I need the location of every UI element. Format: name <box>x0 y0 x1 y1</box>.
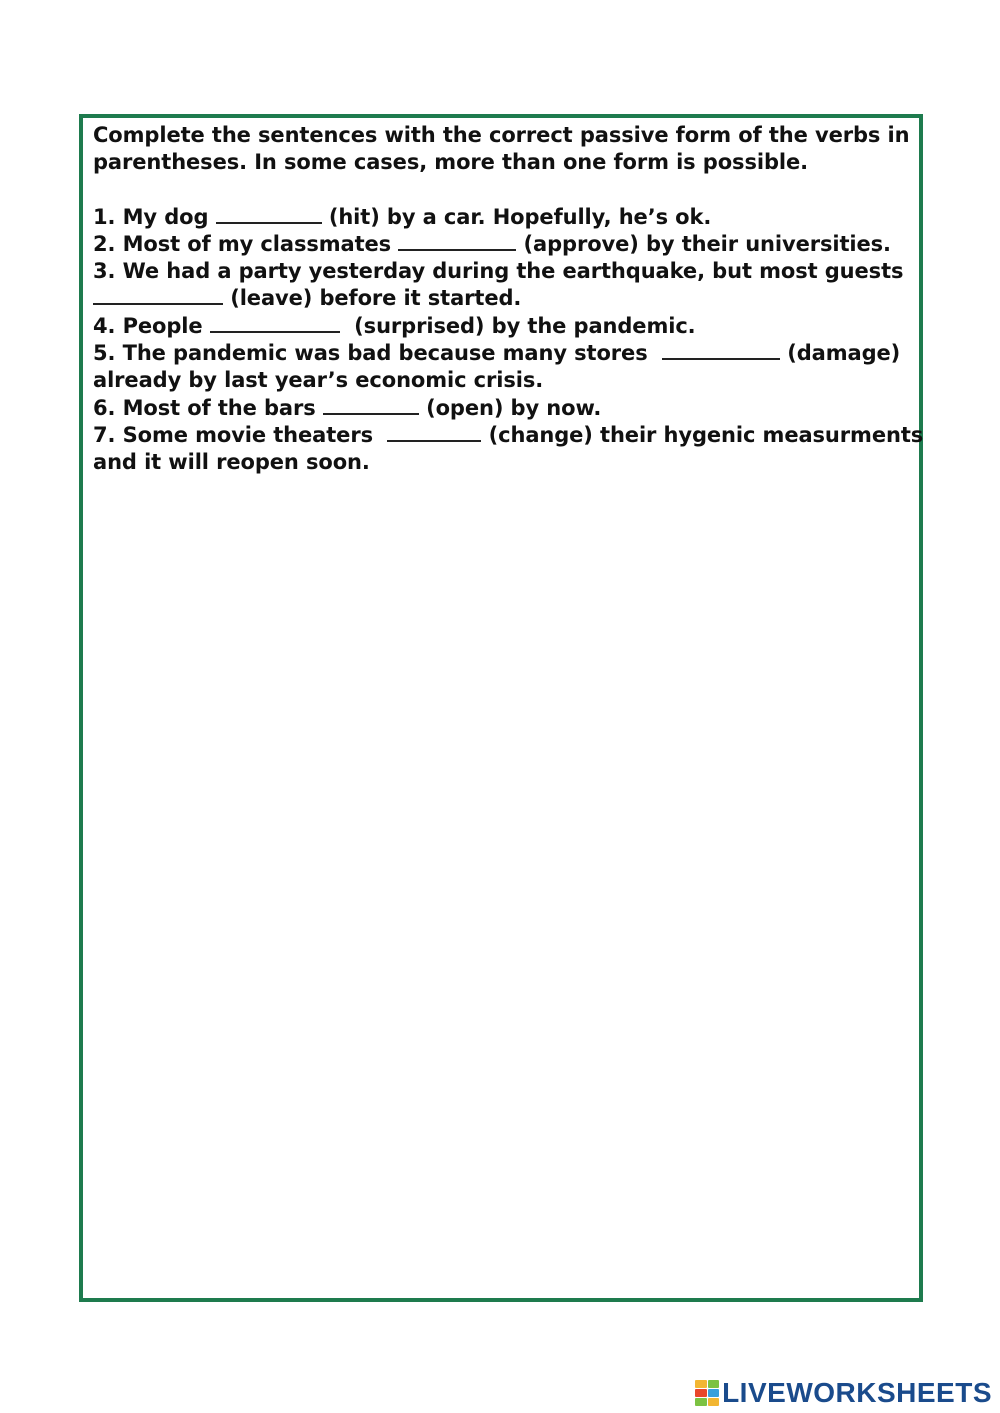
answer-blank[interactable] <box>387 422 481 442</box>
answer-blank[interactable] <box>662 340 780 360</box>
exercise-text: 3. We had a party yesterday during the earthquake, but most guests <box>93 259 904 284</box>
logo-text: LIVEWORKSHEETS <box>722 1377 992 1408</box>
exercise-line <box>93 422 924 449</box>
exercise-line <box>93 231 905 258</box>
answer-blank[interactable] <box>398 231 516 251</box>
exercise-text: 6. Most of the bars <box>93 395 323 420</box>
instructions <box>93 122 910 177</box>
liveworksheets-logo-icon <box>695 1380 719 1406</box>
exercise-text: 1. My dog <box>93 204 216 229</box>
exercise-line <box>93 204 905 231</box>
exercise-text: (approve) by their universities. <box>516 231 891 256</box>
instructions-line: Complete the sentences with the correct passive form of the verbs in <box>93 123 910 147</box>
worksheet-content <box>93 122 924 477</box>
exercise-list <box>93 204 924 477</box>
exercise-text: (hit) by a car. Hopefully, he’s ok. <box>321 204 712 229</box>
exercise-text: and it will reopen soon. <box>93 450 370 475</box>
exercise-text: (change) their hygenic measurments <box>481 422 924 447</box>
exercise-text: 2. Most of my classmates <box>93 231 399 256</box>
answer-blank[interactable] <box>216 204 322 224</box>
exercise-text: 4. People <box>93 313 210 338</box>
liveworksheets-logo <box>695 1379 992 1407</box>
exercise-line <box>93 285 905 312</box>
exercise-text: already by last year’s economic crisis. <box>93 368 544 393</box>
exercise-text: 5. The pandemic was bad because many stores <box>93 341 663 366</box>
exercise-text: (open) by now. <box>418 395 602 420</box>
exercise-line <box>93 258 905 285</box>
exercise-line <box>93 395 905 422</box>
answer-blank[interactable] <box>323 395 419 415</box>
exercise-text: 7. Some movie theaters <box>93 422 388 447</box>
exercise-line <box>93 340 905 367</box>
exercise-line <box>93 449 905 476</box>
answer-blank[interactable] <box>210 313 340 333</box>
exercise-text: (damage) <box>780 341 901 366</box>
exercise-line <box>93 367 905 394</box>
exercise-line <box>93 313 905 340</box>
answer-blank[interactable] <box>93 285 223 305</box>
worksheet-frame <box>79 114 923 1302</box>
exercise-text: (leave) before it started. <box>223 286 522 311</box>
exercise-text: (surprised) by the pandemic. <box>339 313 696 338</box>
instructions-line: parentheses. In some cases, more than one form is possible. <box>93 150 809 175</box>
